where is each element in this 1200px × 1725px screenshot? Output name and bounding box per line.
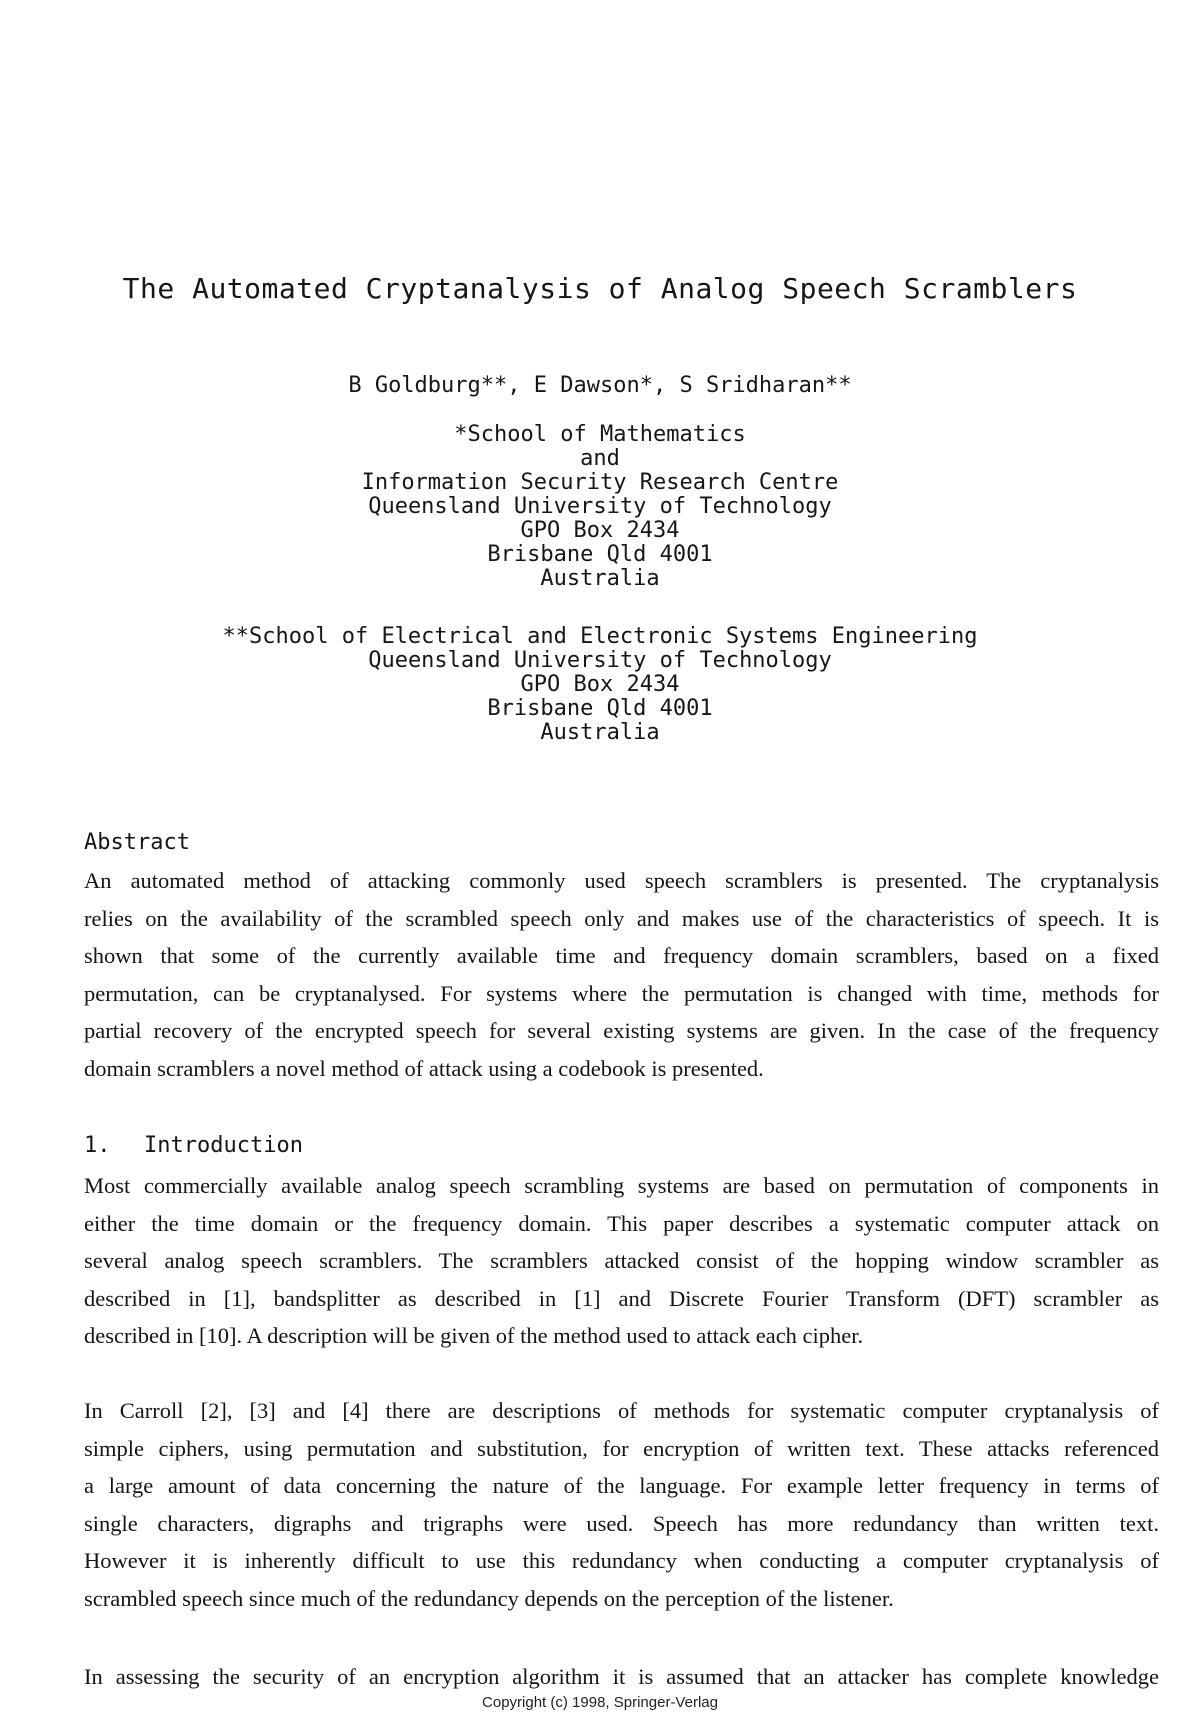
affiliation-line: GPO Box 2434: [520, 518, 680, 543]
abstract-paragraph: [84, 862, 1159, 1087]
affiliation-line: and: [580, 446, 620, 471]
text-line: shown that some of the currently available time and frequency domain scramblers, based on a fixed: [84, 943, 1159, 968]
affiliation-line: Australia: [540, 566, 660, 591]
paper-title: The Automated Cryptanalysis of Analog Speech Scramblers: [122, 272, 1078, 305]
introduction-paragraph-3: [84, 1658, 1159, 1696]
text-line: Most commercially available analog speech scrambling systems are based on permutation of components in: [84, 1173, 1159, 1198]
text-line: permutation, can be cryptanalysed. For systems where the permutation is changed with time, methods for: [84, 980, 1159, 1006]
text-line: scrambled speech since much of the redundancy depends on the perception of the listener.: [84, 1585, 894, 1611]
text-line: described in [1], bandsplitter as described in [1] and Discrete Fourier Transform (DFT) scrambler as: [84, 1285, 1159, 1311]
text-line: a large amount of data concerning the nature of the language. For example letter frequency in terms of: [84, 1473, 1159, 1498]
affiliation-line: Queensland University of Technology: [368, 648, 832, 673]
affiliation-line: Brisbane Qld 4001: [487, 696, 713, 721]
introduction-paragraph-2: [84, 1392, 1159, 1617]
affiliation-line: **School of Electrical and Electronic Systems Engineering: [222, 624, 978, 649]
copyright-notice: Copyright (c) 1998, Springer-Verlag: [482, 1694, 718, 1711]
affiliation-block-1: [0, 423, 1200, 591]
affiliation-line: *School of Mathematics: [454, 422, 746, 447]
affiliation-line: Australia: [540, 720, 660, 745]
text-line: partial recovery of the encrypted speech for several existing systems are given. In the case of the frequency: [84, 1018, 1159, 1043]
text-line: simple ciphers, using permutation and substitution, for encryption of written text. These attacks referenced: [84, 1435, 1159, 1461]
affiliation-line: GPO Box 2434: [520, 672, 680, 697]
abstract-heading: Abstract: [84, 830, 190, 855]
text-line: In assessing the security of an encryption algorithm it is assumed that an attacker has complete knowledge: [84, 1664, 1159, 1689]
text-line: single characters, digraphs and trigraphs were used. Speech has more redundancy than written text.: [84, 1510, 1159, 1536]
section-number: 1.: [84, 1133, 111, 1158]
text-line: relies on the availability of the scrambled speech only and makes use of the characteristics of speech. It is: [84, 905, 1159, 931]
introduction-heading: [84, 1133, 303, 1158]
text-line: domain scramblers a novel method of attack using a codebook is presented.: [84, 1055, 764, 1081]
text-line: described in [10]. A description will be given of the method used to attack each cipher.: [84, 1323, 864, 1348]
affiliation-block-2: [0, 625, 1200, 745]
affiliation-line: Information Security Research Centre: [361, 470, 839, 495]
text-line: However it is inherently difficult to use this redundancy when conducting a computer cryptanalysis of: [84, 1548, 1159, 1573]
text-line: several analog speech scramblers. The scramblers attacked consist of the hopping window scrambler as: [84, 1248, 1159, 1273]
text-line: In Carroll [2], [3] and [4] there are descriptions of methods for systematic computer cryptanalysis of: [84, 1398, 1159, 1423]
author-list: B Goldburg**, E Dawson*, S Sridharan**: [348, 373, 852, 398]
text-line: An automated method of attacking commonly used speech scramblers is presented. The cryptanalysis: [84, 868, 1159, 893]
text-line: either the time domain or the frequency domain. This paper describes a systematic computer attack on: [84, 1210, 1159, 1236]
affiliation-line: Brisbane Qld 4001: [487, 542, 713, 567]
introduction-paragraph-1: [84, 1167, 1159, 1355]
affiliation-line: Queensland University of Technology: [368, 494, 832, 519]
section-title: Introduction: [144, 1133, 303, 1158]
